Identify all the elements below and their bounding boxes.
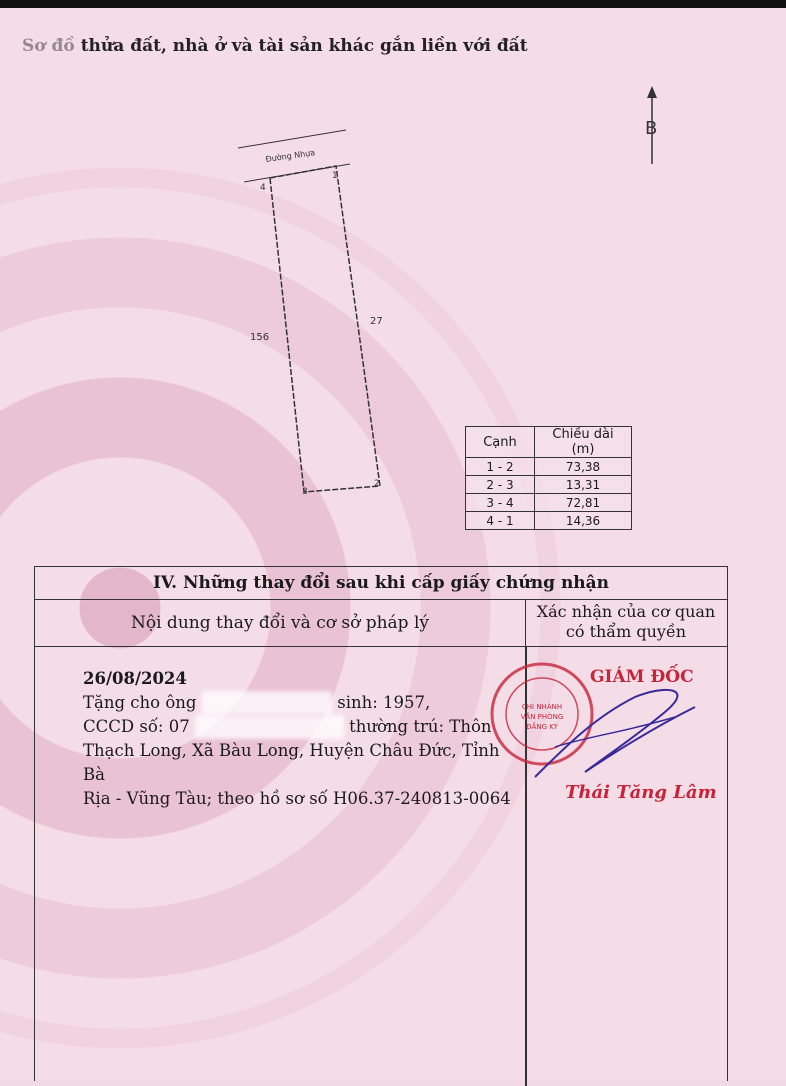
table-row xyxy=(466,458,632,476)
entry-line-3: Thạch Long, Xã Bàu Long, Huyện Châu Đức, Tỉnh Bà xyxy=(83,741,500,784)
changes-columns xyxy=(35,600,727,647)
table-row xyxy=(466,476,632,494)
neighbor-parcel-right: 27 xyxy=(370,316,383,327)
entry-recipient-label: Tặng cho ông xyxy=(83,693,197,712)
changes-title: IV. Những thay đổi sau khi cấp giấy chứng nhận xyxy=(35,567,727,600)
table-header-row xyxy=(466,427,632,458)
entry-line-1 xyxy=(83,691,525,715)
changes-section xyxy=(34,566,728,1081)
vertex-4: 4 xyxy=(260,183,266,193)
entry-id-label: CCCD số: 07 xyxy=(83,717,190,736)
edge-length-table xyxy=(465,426,632,530)
road-label: Đường Nhựa xyxy=(265,148,316,164)
redacted-id xyxy=(195,715,344,739)
entry-line-2 xyxy=(83,715,525,739)
signer-name: Thái Tăng Lâm xyxy=(565,782,717,803)
svg-text:ĐĂNG KÝ: ĐĂNG KÝ xyxy=(526,723,558,731)
signature-icon xyxy=(525,677,725,787)
vertex-2: 2 xyxy=(374,479,380,489)
length-cell: 72,81 xyxy=(535,494,632,512)
north-label: B xyxy=(645,118,658,139)
road-line-top xyxy=(238,130,346,148)
neighbor-parcel-left: 156 xyxy=(250,332,270,343)
plot-boundary xyxy=(270,166,380,492)
svg-text:VĂN PHÒNG: VĂN PHÒNG xyxy=(520,713,564,721)
svg-text:CHI NHÁNH: CHI NHÁNH xyxy=(521,703,563,711)
table-row xyxy=(466,512,632,530)
confirm-header-line1: Xác nhận của cơ quan xyxy=(536,602,716,621)
redacted-name xyxy=(202,691,332,715)
length-cell: 73,38 xyxy=(535,458,632,476)
signer-title: GIÁM ĐỐC xyxy=(590,667,694,687)
change-entry xyxy=(83,667,525,811)
edge-cell: 3 - 4 xyxy=(466,494,535,512)
entry-line-4: Rịa - Vũng Tàu; theo hồ sơ số H06.37-240813-0064 xyxy=(83,789,511,808)
table-row xyxy=(466,494,632,512)
edge-cell: 2 - 3 xyxy=(466,476,535,494)
length-cell: 13,31 xyxy=(535,476,632,494)
entry-birth: sinh: 1957, xyxy=(337,693,431,712)
header-text: thửa đất, nhà ở và tài sản khác gắn liền với đất xyxy=(80,36,528,56)
column-confirm-header xyxy=(526,600,726,648)
edge-cell: 1 - 2 xyxy=(466,458,535,476)
header-length: Chiều dài (m) xyxy=(535,427,632,458)
vertex-1: 1 xyxy=(332,171,338,181)
length-cell: 14,36 xyxy=(535,512,632,530)
vertex-3: 3 xyxy=(302,487,308,497)
entry-residence: thường trú: Thôn xyxy=(349,717,492,736)
edge-cell: 4 - 1 xyxy=(466,512,535,530)
column-content-header: Nội dung thay đổi và cơ sở pháp lý xyxy=(35,600,526,646)
header-edge: Cạnh xyxy=(466,427,535,458)
entry-date: 26/08/2024 xyxy=(83,669,187,688)
confirm-header-line2: có thẩm quyền xyxy=(565,622,687,641)
header-prefix: Sơ đồ xyxy=(22,36,75,56)
